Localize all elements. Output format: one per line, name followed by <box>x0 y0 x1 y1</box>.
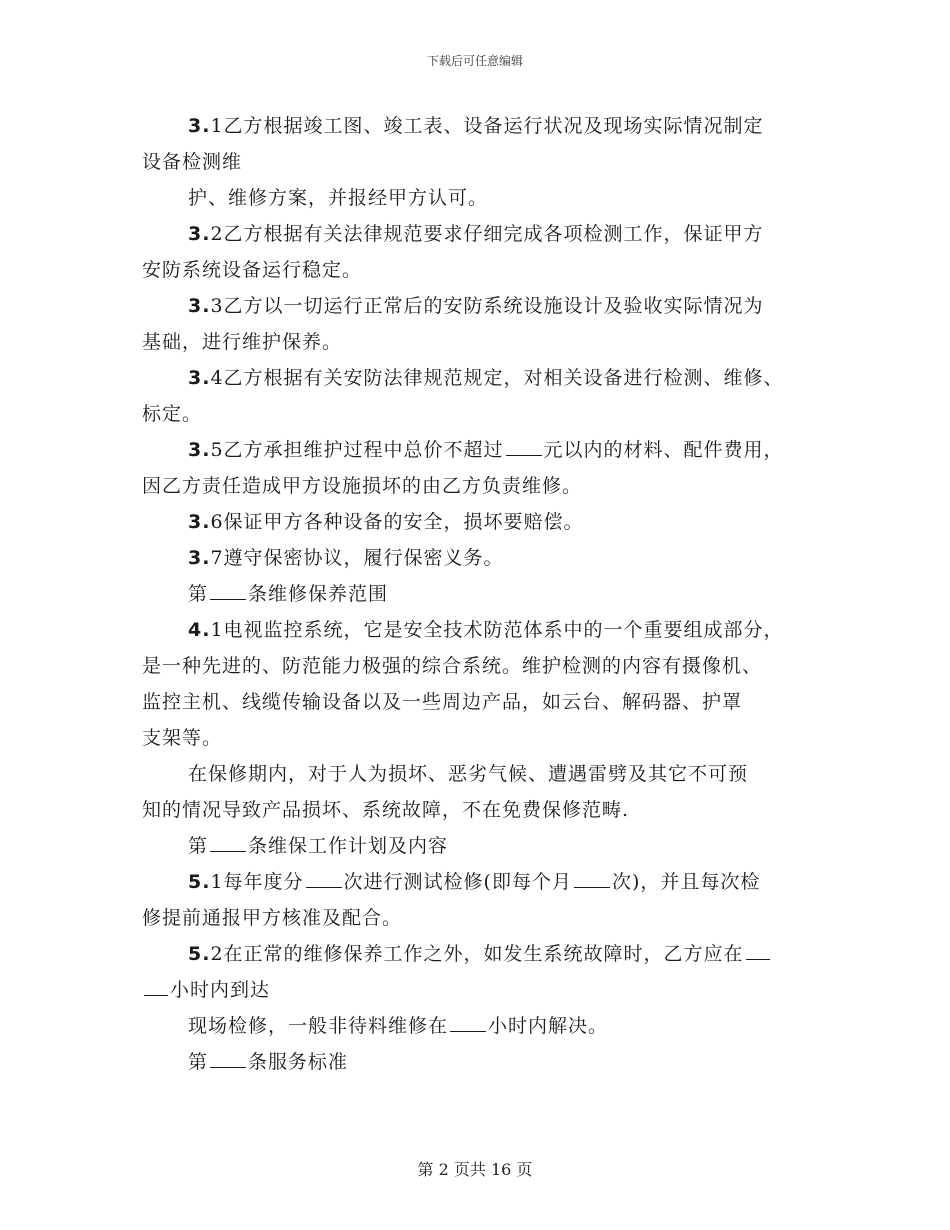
paragraph-text: 小时内解决。 <box>488 1015 609 1037</box>
paragraph <box>142 792 832 828</box>
paragraph <box>142 288 832 324</box>
paragraph-text: 小时内到达 <box>170 979 271 1001</box>
section-heading <box>142 1044 832 1080</box>
paragraph-text: 条服务标准 <box>248 1051 349 1073</box>
paragraph-text: 护、维修方案，并报经甲方认可。 <box>188 187 489 209</box>
paragraph-text: 支架等。 <box>142 727 223 749</box>
paragraph-text: 2在正常的维修保养工作之外，如发生系统故障时，乙方应在 <box>210 943 744 965</box>
paragraph <box>142 216 832 252</box>
paragraph <box>142 720 832 756</box>
paragraph-text: 2乙方根据有关法律规范要求仔细完成各项检测工作，保证甲方 <box>210 223 764 245</box>
paragraph <box>142 252 832 288</box>
paragraph-text: 监控主机、线缆传输设备以及一些周边产品，如云台、解码器、护罩 <box>142 691 743 713</box>
clause-number: 5. <box>188 943 211 965</box>
paragraph-text: 知的情况导致产品损坏、系统故障，不在免费保修范畴. <box>142 799 630 821</box>
clause-number: 4. <box>188 619 211 641</box>
paragraph-text: 设备检测维 <box>142 151 243 173</box>
clause-number: 3. <box>188 439 211 461</box>
paragraph-text: 是一种先进的、防范能力极强的综合系统。维护检测的内容有摄像机、 <box>142 655 763 677</box>
section-heading <box>142 828 832 864</box>
paragraph <box>142 1008 832 1044</box>
paragraph-text: 1电视监控系统，它是安全技术防范体系中的一个重要组成部分， <box>210 619 784 641</box>
clause-number: 3. <box>188 223 211 245</box>
paragraph-text: 条维修保养范围 <box>248 583 389 605</box>
paragraph-text: 次进行测试检修(即每个月 <box>343 871 572 893</box>
fill-in-blank <box>450 1013 486 1032</box>
paragraph <box>142 540 832 576</box>
fill-in-blank <box>574 869 610 888</box>
paragraph-text: 4乙方根据有关安防法律规范规定，对相关设备进行检测、维修、 <box>210 367 784 389</box>
paragraph-text: 现场检修，一般非待料维修在 <box>188 1015 449 1037</box>
paragraph-text: 基础，进行维护保养。 <box>142 331 343 353</box>
paragraph-text: 5乙方承担维护过程中总价不超过 <box>210 439 504 461</box>
document-body <box>142 108 832 1080</box>
fill-in-blank <box>210 833 246 852</box>
paragraph <box>142 432 832 468</box>
section-heading <box>142 576 832 612</box>
paragraph-text: 1乙方根据竣工图、竣工表、设备运行状况及现场实际情况制定 <box>210 115 764 137</box>
paragraph-text: 次)，并且每次检 <box>611 871 761 893</box>
fill-in-blank <box>306 869 342 888</box>
paragraph <box>142 324 832 360</box>
paragraph <box>142 144 832 180</box>
paragraph-text: 条维保工作计划及内容 <box>248 835 449 857</box>
paragraph-text: 安防系统设备运行稳定。 <box>142 259 363 281</box>
fill-in-blank <box>746 941 770 960</box>
clause-number: 3. <box>188 511 211 533</box>
paragraph <box>142 900 832 936</box>
fill-in-blank <box>144 977 168 996</box>
paragraph <box>142 612 832 648</box>
paragraph-text: 3乙方以一切运行正常后的安防系统设施设计及验收实际情况为 <box>210 295 764 317</box>
fill-in-blank <box>210 581 246 600</box>
paragraph <box>142 108 832 144</box>
clause-number: 3. <box>188 115 211 137</box>
clause-number: 3. <box>188 367 211 389</box>
paragraph <box>142 684 832 720</box>
paragraph-text: 修提前通报甲方核准及配合。 <box>142 907 403 929</box>
paragraph <box>142 756 832 792</box>
paragraph <box>142 396 832 432</box>
paragraph <box>142 936 832 972</box>
paragraph-text: 第 <box>188 835 209 857</box>
clause-number: 3. <box>188 547 211 569</box>
paragraph-text: 因乙方责任造成甲方设施损坏的由乙方负责维修。 <box>142 475 583 497</box>
paragraph-text: 第 <box>188 1051 209 1073</box>
clause-number: 5. <box>188 871 211 893</box>
paragraph-text: 6保证甲方各种设备的安全，损坏要赔偿。 <box>210 511 584 533</box>
paragraph-text: 第 <box>188 583 209 605</box>
paragraph-text: 1每年度分 <box>210 871 304 893</box>
paragraph <box>142 504 832 540</box>
fill-in-blank <box>210 1049 246 1068</box>
paragraph <box>142 972 832 1008</box>
paragraph <box>142 468 832 504</box>
paragraph <box>142 864 832 900</box>
clause-number: 3. <box>188 295 211 317</box>
page-header: 下载后可任意编辑 <box>426 54 523 68</box>
paragraph-text: 在保修期内，对于人为损坏、恶劣气候、遭遇雷劈及其它不可预 <box>188 763 749 785</box>
fill-in-blank <box>506 437 542 456</box>
paragraph-text: 元以内的材料、配件费用， <box>543 439 784 461</box>
paragraph-text: 7遵守保密协议，履行保密义务。 <box>210 547 504 569</box>
paragraph <box>142 180 832 216</box>
paragraph <box>142 360 832 396</box>
paragraph <box>142 648 832 684</box>
page-footer: 第 2 页共 16 页 <box>417 1160 533 1179</box>
paragraph-text: 标定。 <box>142 403 203 425</box>
